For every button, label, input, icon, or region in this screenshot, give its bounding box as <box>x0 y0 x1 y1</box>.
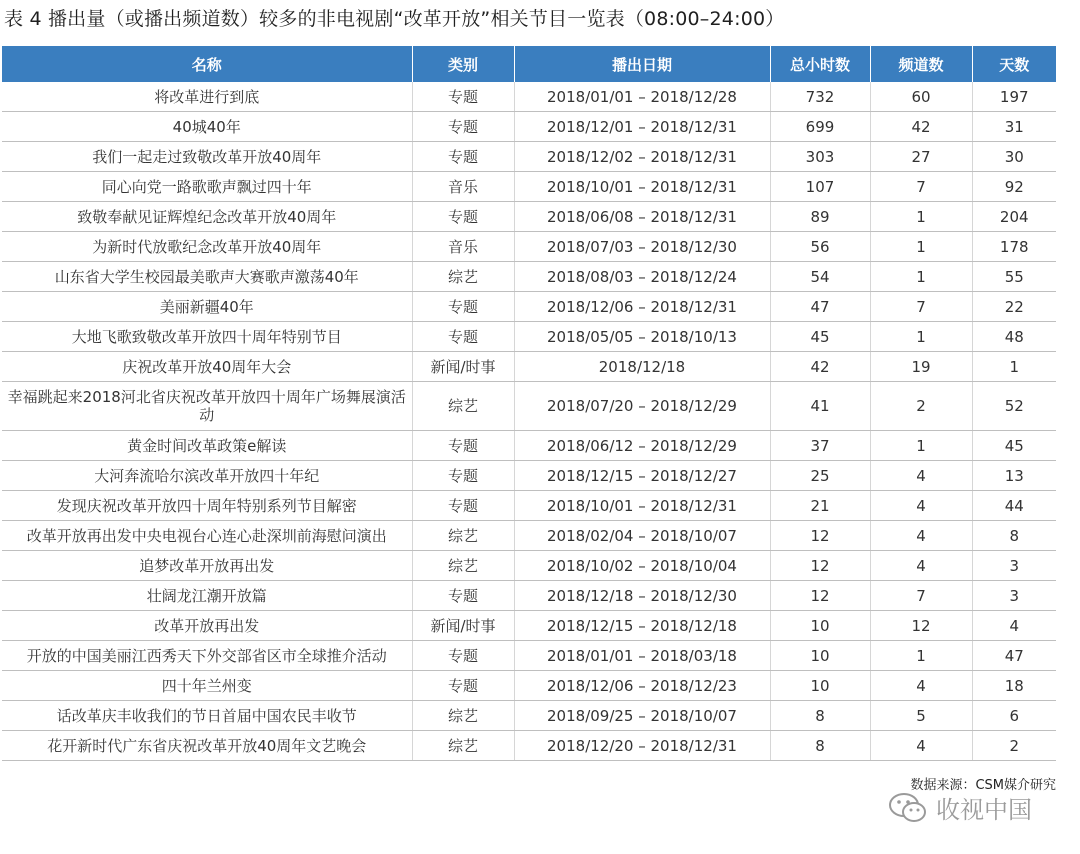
cell-total-hours: 25 <box>770 461 870 491</box>
cell-day-count: 13 <box>972 461 1056 491</box>
cell-name: 四十年兰州变 <box>2 671 412 701</box>
cell-category: 音乐 <box>412 172 514 202</box>
cell-day-count: 204 <box>972 202 1056 232</box>
cell-day-count: 3 <box>972 581 1056 611</box>
cell-air-dates: 2018/12/01 – 2018/12/31 <box>514 112 770 142</box>
cell-category: 综艺 <box>412 382 514 431</box>
cell-day-count: 197 <box>972 82 1056 112</box>
cell-air-dates: 2018/10/01 – 2018/12/31 <box>514 172 770 202</box>
watermark-text: 收视中国 <box>936 796 1032 824</box>
cell-day-count: 47 <box>972 641 1056 671</box>
cell-day-count: 31 <box>972 112 1056 142</box>
cell-name: 40城40年 <box>2 112 412 142</box>
cell-category: 专题 <box>412 431 514 461</box>
cell-channel-count: 4 <box>870 461 972 491</box>
cell-category: 专题 <box>412 641 514 671</box>
cell-channel-count: 2 <box>870 382 972 431</box>
cell-air-dates: 2018/06/08 – 2018/12/31 <box>514 202 770 232</box>
cell-category: 新闻/时事 <box>412 611 514 641</box>
cell-day-count: 178 <box>972 232 1056 262</box>
cell-name: 美丽新疆40年 <box>2 292 412 322</box>
cell-channel-count: 42 <box>870 112 972 142</box>
cell-name: 大地飞歌致敬改革开放四十周年特别节目 <box>2 322 412 352</box>
cell-total-hours: 12 <box>770 581 870 611</box>
header-air-dates: 播出日期 <box>514 46 770 82</box>
cell-category: 新闻/时事 <box>412 352 514 382</box>
table-row <box>2 641 1056 671</box>
cell-air-dates: 2018/02/04 – 2018/10/07 <box>514 521 770 551</box>
cell-total-hours: 10 <box>770 671 870 701</box>
cell-category: 综艺 <box>412 262 514 292</box>
cell-channel-count: 4 <box>870 671 972 701</box>
watermark <box>888 790 1032 825</box>
cell-channel-count: 60 <box>870 82 972 112</box>
cell-air-dates: 2018/08/03 – 2018/12/24 <box>514 262 770 292</box>
cell-name: 为新时代放歌纪念改革开放40周年 <box>2 232 412 262</box>
table-row <box>2 491 1056 521</box>
cell-air-dates: 2018/12/20 – 2018/12/31 <box>514 731 770 761</box>
cell-name: 同心向党一路歌歌声飘过四十年 <box>2 172 412 202</box>
cell-day-count: 55 <box>972 262 1056 292</box>
cell-name: 幸福跳起来2018河北省庆祝改革开放四十周年广场舞展演活动 <box>2 382 412 431</box>
cell-name: 将改革进行到底 <box>2 82 412 112</box>
cell-air-dates: 2018/06/12 – 2018/12/29 <box>514 431 770 461</box>
cell-channel-count: 27 <box>870 142 972 172</box>
cell-air-dates: 2018/12/02 – 2018/12/31 <box>514 142 770 172</box>
cell-total-hours: 45 <box>770 322 870 352</box>
cell-category: 专题 <box>412 112 514 142</box>
cell-category: 专题 <box>412 142 514 172</box>
table-row <box>2 112 1056 142</box>
cell-air-dates: 2018/12/18 <box>514 352 770 382</box>
cell-category: 综艺 <box>412 551 514 581</box>
cell-channel-count: 4 <box>870 521 972 551</box>
cell-day-count: 4 <box>972 611 1056 641</box>
cell-total-hours: 12 <box>770 521 870 551</box>
table-row <box>2 382 1056 431</box>
cell-category: 专题 <box>412 461 514 491</box>
cell-name: 致敬奉献见证辉煌纪念改革开放40周年 <box>2 202 412 232</box>
cell-total-hours: 107 <box>770 172 870 202</box>
cell-category: 专题 <box>412 292 514 322</box>
table-row <box>2 701 1056 731</box>
cell-channel-count: 12 <box>870 611 972 641</box>
table-row <box>2 551 1056 581</box>
program-table <box>2 46 1056 761</box>
cell-air-dates: 2018/01/01 – 2018/03/18 <box>514 641 770 671</box>
cell-channel-count: 1 <box>870 232 972 262</box>
cell-total-hours: 47 <box>770 292 870 322</box>
cell-air-dates: 2018/09/25 – 2018/10/07 <box>514 701 770 731</box>
cell-total-hours: 56 <box>770 232 870 262</box>
cell-channel-count: 4 <box>870 731 972 761</box>
table-row <box>2 292 1056 322</box>
cell-air-dates: 2018/12/06 – 2018/12/23 <box>514 671 770 701</box>
cell-day-count: 45 <box>972 431 1056 461</box>
cell-category: 综艺 <box>412 521 514 551</box>
data-source-note: 数据来源：CSM媒介研究 <box>910 778 1056 793</box>
cell-air-dates: 2018/12/06 – 2018/12/31 <box>514 292 770 322</box>
cell-channel-count: 7 <box>870 581 972 611</box>
cell-day-count: 1 <box>972 352 1056 382</box>
cell-air-dates: 2018/10/01 – 2018/12/31 <box>514 491 770 521</box>
cell-name: 庆祝改革开放40周年大会 <box>2 352 412 382</box>
cell-name: 大河奔流哈尔滨改革开放四十年纪 <box>2 461 412 491</box>
table-row <box>2 172 1056 202</box>
header-total-hours: 总小时数 <box>770 46 870 82</box>
cell-air-dates: 2018/12/15 – 2018/12/27 <box>514 461 770 491</box>
cell-name: 壮阔龙江潮开放篇 <box>2 581 412 611</box>
cell-channel-count: 5 <box>870 701 972 731</box>
cell-day-count: 22 <box>972 292 1056 322</box>
cell-category: 综艺 <box>412 701 514 731</box>
cell-day-count: 48 <box>972 322 1056 352</box>
cell-category: 专题 <box>412 581 514 611</box>
cell-day-count: 44 <box>972 491 1056 521</box>
cell-channel-count: 1 <box>870 322 972 352</box>
header-name: 名称 <box>2 46 412 82</box>
cell-total-hours: 10 <box>770 641 870 671</box>
table-row <box>2 82 1056 112</box>
cell-air-dates: 2018/05/05 – 2018/10/13 <box>514 322 770 352</box>
table-row <box>2 262 1056 292</box>
cell-channel-count: 7 <box>870 172 972 202</box>
cell-total-hours: 42 <box>770 352 870 382</box>
table-title: 表 4 播出量（或播出频道数）较多的非电视剧“改革开放”相关节目一览表（08:00–24:00） <box>4 8 785 30</box>
cell-total-hours: 12 <box>770 551 870 581</box>
cell-channel-count: 4 <box>870 551 972 581</box>
cell-total-hours: 89 <box>770 202 870 232</box>
cell-total-hours: 54 <box>770 262 870 292</box>
cell-name: 改革开放再出发 <box>2 611 412 641</box>
cell-total-hours: 10 <box>770 611 870 641</box>
cell-total-hours: 303 <box>770 142 870 172</box>
cell-name: 黄金时间改革政策e解读 <box>2 431 412 461</box>
header-category: 类别 <box>412 46 514 82</box>
cell-air-dates: 2018/07/20 – 2018/12/29 <box>514 382 770 431</box>
cell-channel-count: 4 <box>870 491 972 521</box>
cell-category: 专题 <box>412 671 514 701</box>
cell-category: 专题 <box>412 491 514 521</box>
table-header-row <box>2 46 1056 82</box>
cell-name: 发现庆祝改革开放四十周年特别系列节目解密 <box>2 491 412 521</box>
header-day-count: 天数 <box>972 46 1056 82</box>
table-row <box>2 671 1056 701</box>
cell-day-count: 8 <box>972 521 1056 551</box>
table-row <box>2 611 1056 641</box>
header-channel-count: 频道数 <box>870 46 972 82</box>
cell-total-hours: 8 <box>770 701 870 731</box>
cell-total-hours: 699 <box>770 112 870 142</box>
table-body <box>2 82 1056 761</box>
cell-air-dates: 2018/12/15 – 2018/12/18 <box>514 611 770 641</box>
cell-name: 花开新时代广东省庆祝改革开放40周年文艺晚会 <box>2 731 412 761</box>
table-row <box>2 202 1056 232</box>
cell-day-count: 3 <box>972 551 1056 581</box>
cell-channel-count: 7 <box>870 292 972 322</box>
cell-category: 音乐 <box>412 232 514 262</box>
cell-total-hours: 37 <box>770 431 870 461</box>
table-row <box>2 731 1056 761</box>
cell-category: 专题 <box>412 322 514 352</box>
cell-name: 追梦改革开放再出发 <box>2 551 412 581</box>
table-row <box>2 142 1056 172</box>
table-row <box>2 461 1056 491</box>
cell-day-count: 52 <box>972 382 1056 431</box>
cell-total-hours: 21 <box>770 491 870 521</box>
cell-total-hours: 732 <box>770 82 870 112</box>
cell-total-hours: 8 <box>770 731 870 761</box>
table-row <box>2 521 1056 551</box>
cell-category: 专题 <box>412 82 514 112</box>
cell-name: 改革开放再出发中央电视台心连心赴深圳前海慰问演出 <box>2 521 412 551</box>
cell-day-count: 92 <box>972 172 1056 202</box>
cell-day-count: 30 <box>972 142 1056 172</box>
cell-total-hours: 41 <box>770 382 870 431</box>
cell-air-dates: 2018/10/02 – 2018/10/04 <box>514 551 770 581</box>
cell-air-dates: 2018/12/18 – 2018/12/30 <box>514 581 770 611</box>
cell-name: 我们一起走过致敬改革开放40周年 <box>2 142 412 172</box>
cell-day-count: 6 <box>972 701 1056 731</box>
cell-day-count: 2 <box>972 731 1056 761</box>
wechat-icon <box>888 791 928 825</box>
cell-category: 综艺 <box>412 731 514 761</box>
cell-name: 山东省大学生校园最美歌声大赛歌声激荡40年 <box>2 262 412 292</box>
cell-name: 开放的中国美丽江西秀天下外交部省区市全球推介活动 <box>2 641 412 671</box>
cell-name: 话改革庆丰收我们的节日首届中国农民丰收节 <box>2 701 412 731</box>
table-row <box>2 322 1056 352</box>
cell-channel-count: 1 <box>870 641 972 671</box>
table-row <box>2 232 1056 262</box>
cell-channel-count: 1 <box>870 202 972 232</box>
cell-day-count: 18 <box>972 671 1056 701</box>
cell-channel-count: 1 <box>870 431 972 461</box>
table-row <box>2 431 1056 461</box>
table-row <box>2 352 1056 382</box>
cell-channel-count: 1 <box>870 262 972 292</box>
cell-category: 专题 <box>412 202 514 232</box>
cell-air-dates: 2018/07/03 – 2018/12/30 <box>514 232 770 262</box>
cell-channel-count: 19 <box>870 352 972 382</box>
table-row <box>2 581 1056 611</box>
cell-air-dates: 2018/01/01 – 2018/12/28 <box>514 82 770 112</box>
